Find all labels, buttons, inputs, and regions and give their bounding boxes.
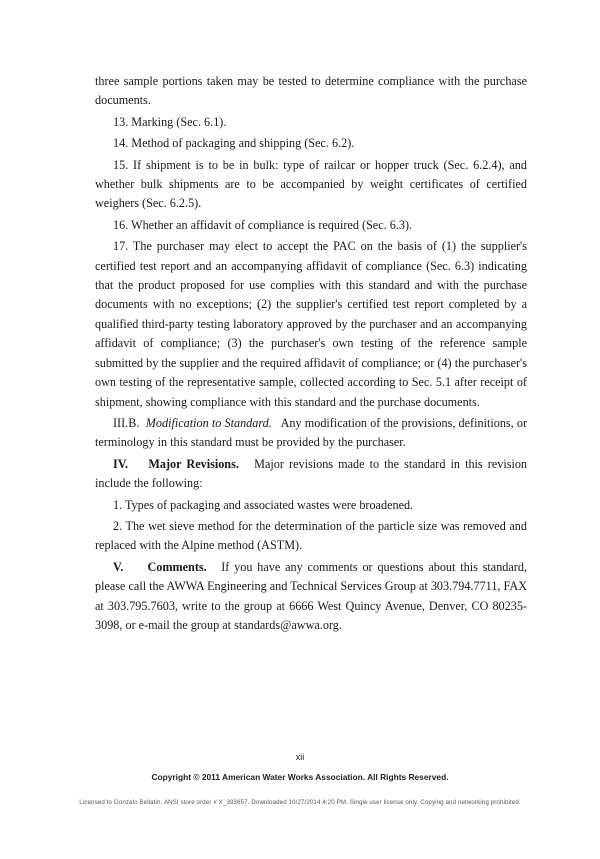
paragraph-continuation: three sample portions taken may be tested to determine compliance with the purchase documents.: [95, 74, 527, 108]
copyright-notice: Copyright © 2011 American Water Works Association. All Rights Reserved.: [151, 772, 449, 782]
revision-item-1: 1. Types of packaging and associated wastes were broadened.: [113, 497, 414, 512]
list-item-16: 16. Whether an affidavit of compliance is required (Sec. 6.3).: [113, 217, 413, 232]
section-title: Modification to Standard.: [145, 415, 272, 430]
section-text: Any modification of the provisions, definitions, or terminology in this standard must be provided by the purchaser.: [95, 415, 528, 450]
list-item-14: 14. Method of packaging and shipping (Sec. 6.2).: [113, 136, 355, 151]
section-iii-b: [95, 414, 527, 453]
section-iv: [95, 455, 527, 494]
section-title: Comments.: [147, 559, 207, 574]
section-label: IV.: [113, 456, 129, 471]
document-body: [95, 72, 527, 635]
section-v: [95, 558, 527, 636]
list-item-17: 17. The purchaser may elect to accept the PAC on the basis of (1) the supplier's certified test report and an accompanying affidavit of compliance (Sec. 6.3) indicating that the product proposed for use complies with this standard and with the purchase documents with no exceptions; (2) the supplier's certified test report completed by a qualified third-party testing laboratory approved by the purchaser and an accompanying affidavit of compliance; (3) the purchaser's own testing of the reference sample submitted by the supplier and the required affidavit of compliance; or (4) the purchaser's own testing of the representative sample, collected according to Sec. 5.1 after receipt of shipment, showing compliance with this standard and the purchase documents.: [95, 239, 527, 409]
list-item-13: 13. Marking (Sec. 6.1).: [113, 114, 227, 129]
section-label: V.: [113, 559, 124, 574]
license-notice: Licensed to Gonzalo Bellatin. ANSI store order # X_393657. Downloaded 10/27/2014 4:20 PM. Single user license only. Copying and networking prohibited.: [79, 799, 521, 806]
section-text: Major revisions made to the standard in this revision include the following:: [95, 456, 528, 491]
revision-item-2: 2. The wet sieve method for the determination of the particle size was removed and replaced with the Alpine method (ASTM).: [95, 518, 527, 553]
section-text: If you have any comments or questions about this standard, please call the AWWA Engineering and Technical Services Group at 303.794.7711, FAX at 303.795.7603, write to the group at 6666 West Quincy Avenue, Denver, CO 80235-3098, or e-mail the group at standards@awwa.org.: [95, 559, 528, 632]
section-title: Major Revisions.: [148, 456, 239, 471]
list-item-15: 15. If shipment is to be in bulk: type of railcar or hopper truck (Sec. 6.2.4), and whether bulk shipments are to be accompanied by weight certificates of certified weighers (Sec. 6.2.5).: [95, 157, 527, 211]
section-label: III.B.: [113, 415, 140, 430]
page-number: xii: [295, 752, 305, 762]
